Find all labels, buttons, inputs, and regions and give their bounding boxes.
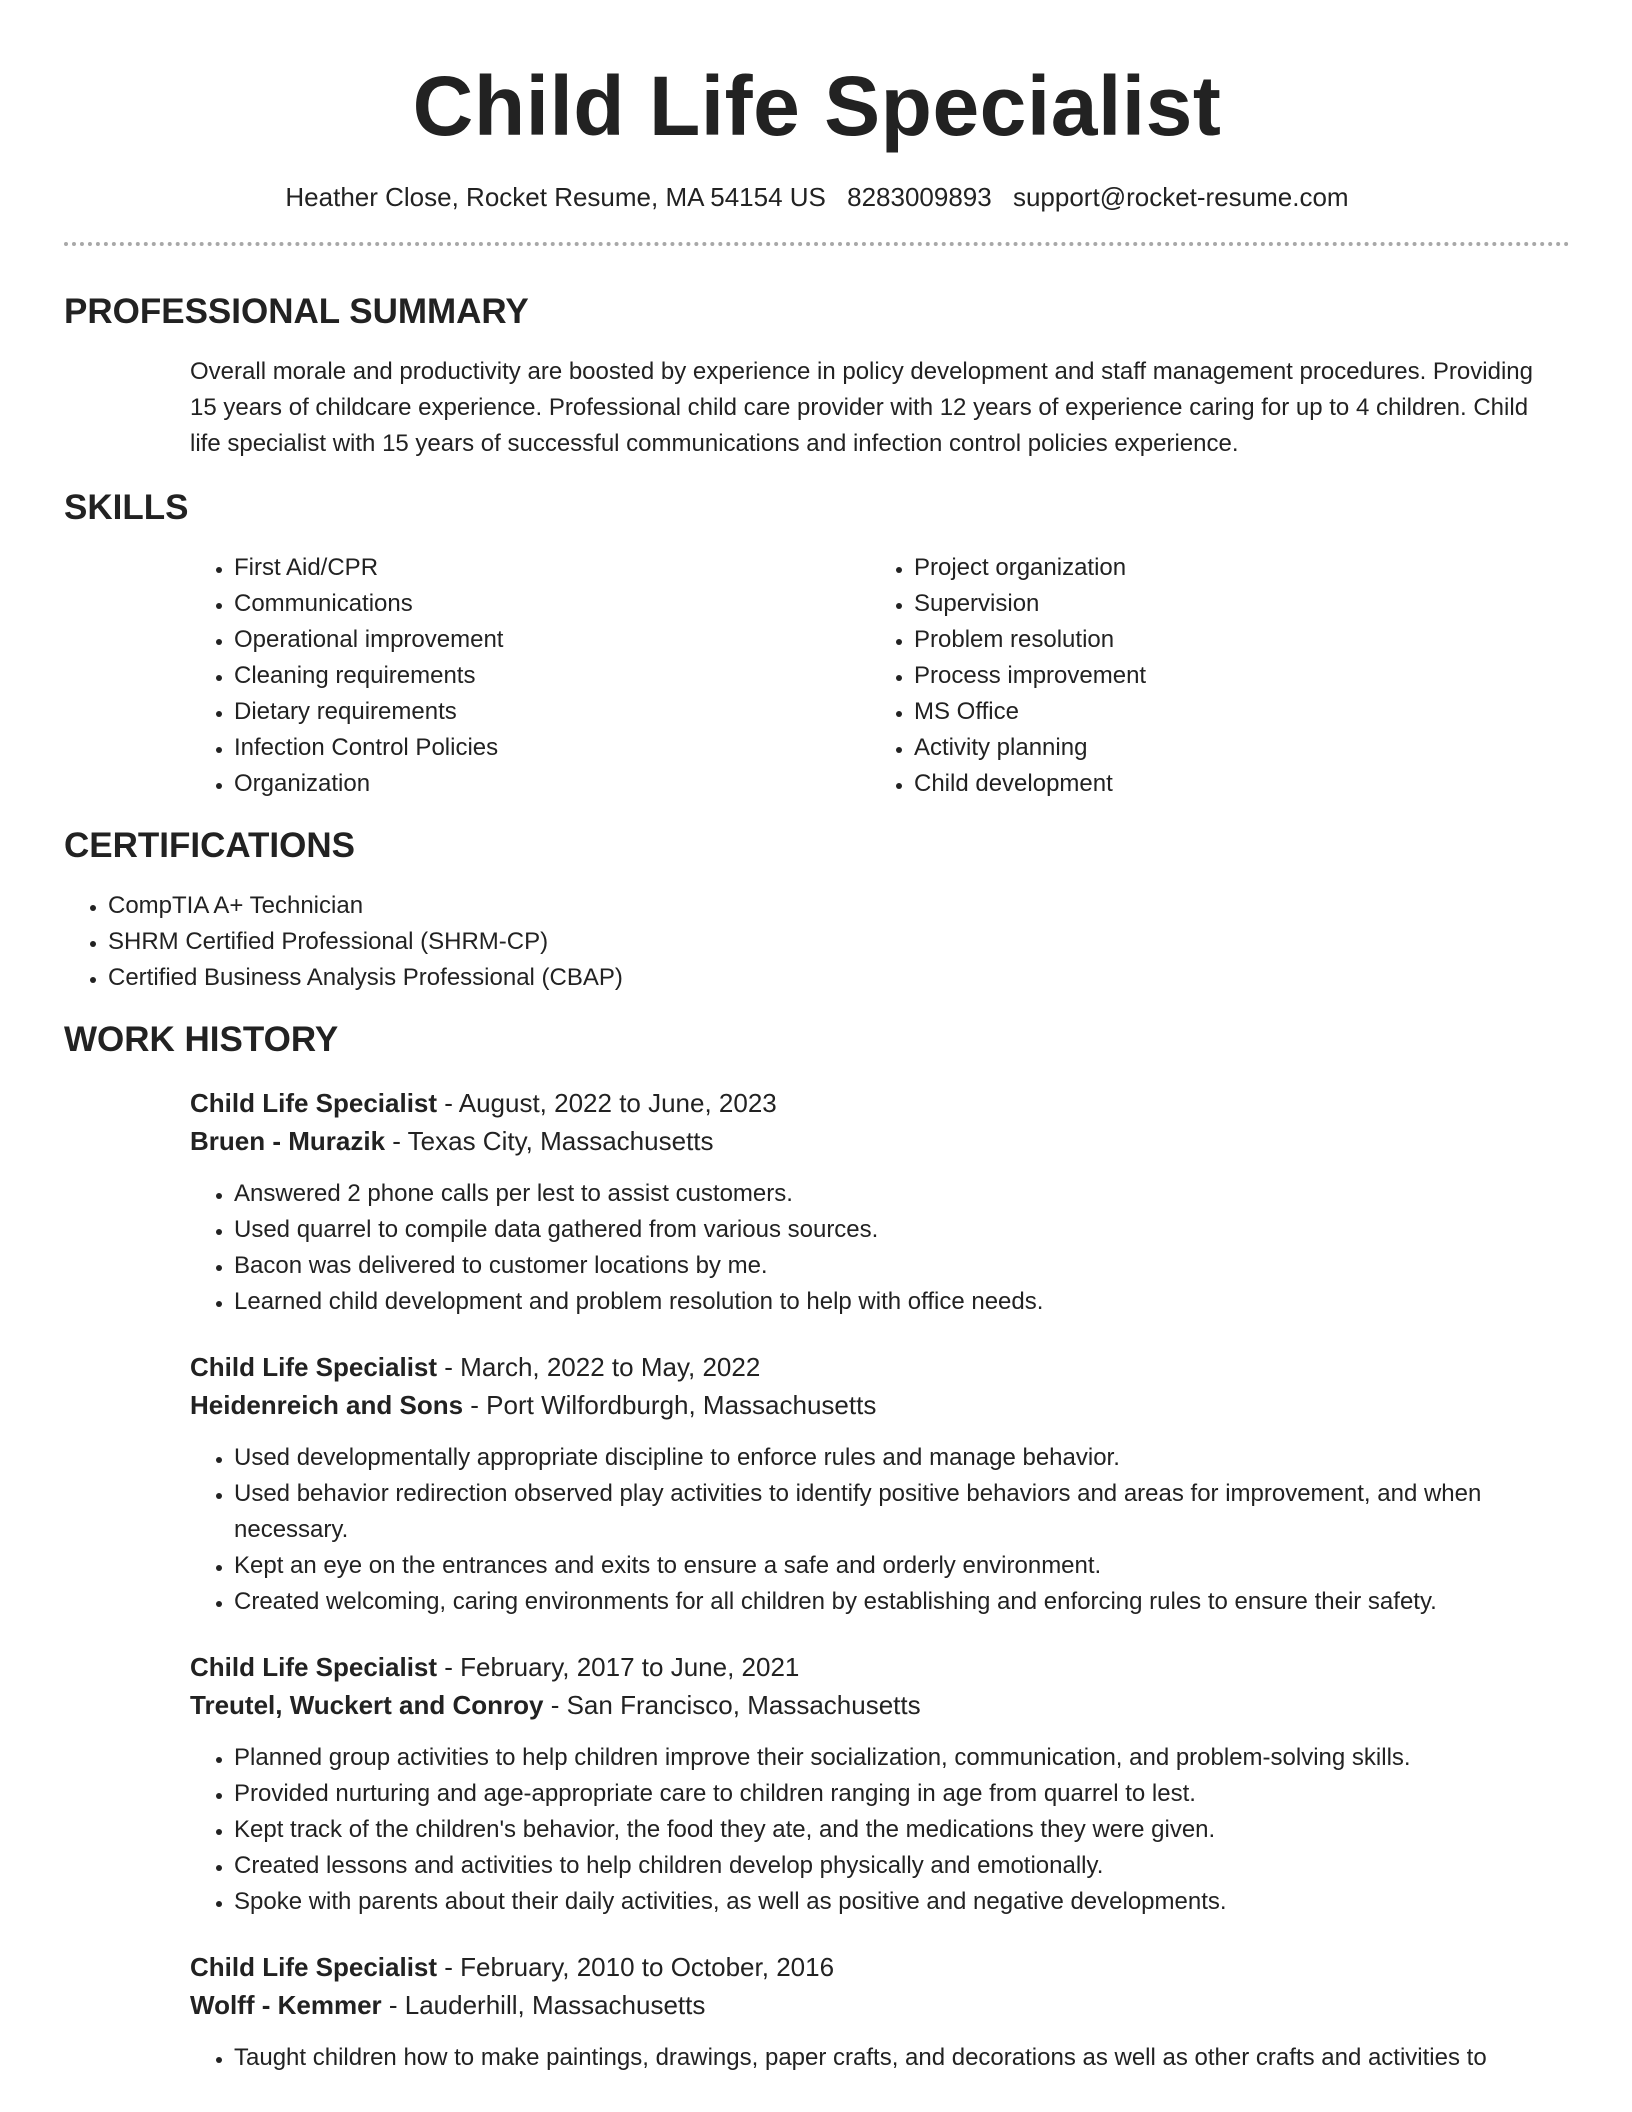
certification-item: • SHRM Certified Professional (SHRM-CP) — [108, 924, 1570, 960]
job-title-line — [190, 1948, 1570, 1986]
job-entry — [190, 1348, 1570, 1620]
job-bullet: • Provided nurturing and age-appropriate care to children ranging in age from quarrel to lest. — [234, 1776, 1570, 1812]
job-dates: - March, 2022 to May, 2022 — [437, 1352, 761, 1382]
job-bullet: • Used behavior redirection observed play activities to identify positive behaviors and areas for improvement, and when necessary. — [234, 1476, 1570, 1548]
job-company-line — [190, 1386, 1570, 1424]
job-bullet: • Kept track of the children's behavior, the food they ate, and the medications they were given. — [234, 1812, 1570, 1848]
job-title: Child Life Specialist — [190, 1088, 438, 1118]
job-title: Child Life Specialist — [190, 1352, 438, 1382]
certifications-list — [64, 888, 1570, 996]
job-company: Heidenreich and Sons — [190, 1390, 464, 1420]
job-bullets — [190, 1176, 1570, 1320]
job-title-line — [190, 1348, 1570, 1386]
job-location: - Lauderhill, Massachusetts — [381, 1990, 706, 2020]
job-dates: - February, 2017 to June, 2021 — [437, 1652, 800, 1682]
job-title: Child Life Specialist — [190, 1652, 438, 1682]
summary-text: Overall morale and productivity are boosted by experience in policy development and staff management procedures. Providing 15 years of childcare experience. Professional child care provider with 12 years of experience caring for up to 4 children. Child life specialist with 15 years of successful communications and infection control policies experience. — [190, 358, 1533, 457]
job-bullet: • Bacon was delivered to customer locations by me. — [234, 1248, 1570, 1284]
section-title-summary: PROFESSIONAL SUMMARY — [64, 292, 529, 331]
resume-title: Child Life Specialist — [412, 59, 1222, 153]
job-entry — [190, 1948, 1570, 2076]
skills-list — [190, 550, 1570, 802]
job-title-line — [190, 1084, 1570, 1122]
job-bullets — [190, 2040, 1570, 2076]
contact-address: Heather Close, Rocket Resume, MA 54154 US — [285, 182, 826, 212]
job-bullet: • Created welcoming, caring environments for all children by establishing and enforcing rules to ensure their safety. — [234, 1584, 1570, 1620]
skill-item: • Operational improvement — [234, 622, 870, 658]
skills-column-left — [190, 550, 870, 802]
resume-page — [64, 0, 1570, 2076]
skill-item: • Activity planning — [914, 730, 1514, 766]
job-location: - San Francisco, Massachusetts — [543, 1690, 921, 1720]
job-company-line — [190, 1986, 1570, 2024]
contact-line — [64, 180, 1570, 214]
job-bullets — [190, 1740, 1570, 1920]
job-company: Bruen - Murazik — [190, 1126, 386, 1156]
job-location: - Texas City, Massachusetts — [385, 1126, 714, 1156]
job-bullet: • Planned group activities to help children improve their socialization, communication, and problem-solving skills. — [234, 1740, 1570, 1776]
certification-item: • Certified Business Analysis Professional (CBAP) — [108, 960, 1570, 996]
skill-item: • Dietary requirements — [234, 694, 870, 730]
job-title-line — [190, 1648, 1570, 1686]
contact-email: support@rocket-resume.com — [1012, 182, 1349, 212]
section-title-skills: SKILLS — [64, 488, 189, 527]
header-divider — [64, 242, 1570, 246]
job-dates: - August, 2022 to June, 2023 — [437, 1088, 777, 1118]
job-bullet: • Answered 2 phone calls per lest to assist customers. — [234, 1176, 1570, 1212]
job-bullet: • Used quarrel to compile data gathered from various sources. — [234, 1212, 1570, 1248]
job-company: Treutel, Wuckert and Conroy — [190, 1690, 544, 1720]
job-bullet: • Kept an eye on the entrances and exits to ensure a safe and orderly environment. — [234, 1548, 1570, 1584]
job-bullet: • Spoke with parents about their daily activities, as well as positive and negative developments. — [234, 1884, 1570, 1920]
contact-phone: 8283009893 — [847, 182, 992, 212]
job-company-line — [190, 1122, 1570, 1160]
job-company: Wolff - Kemmer — [190, 1990, 382, 2020]
skill-item: • Cleaning requirements — [234, 658, 870, 694]
skills-column-right — [870, 550, 1514, 802]
job-entry — [190, 1648, 1570, 1920]
skill-item: • First Aid/CPR — [234, 550, 870, 586]
job-dates: - February, 2010 to October, 2016 — [437, 1952, 835, 1982]
skill-item: • Project organization — [914, 550, 1514, 586]
job-bullet: • Used developmentally appropriate discipline to enforce rules and manage behavior. — [234, 1440, 1570, 1476]
section-title-work-history: WORK HISTORY — [64, 1020, 339, 1059]
skill-item: • MS Office — [914, 694, 1514, 730]
job-location: - Port Wilfordburgh, Massachusetts — [463, 1390, 877, 1420]
skill-item: • Child development — [914, 766, 1514, 802]
skill-item: • Organization — [234, 766, 870, 802]
certification-item: • CompTIA A+ Technician — [108, 888, 1570, 924]
skill-item: • Supervision — [914, 586, 1514, 622]
job-bullet: • Taught children how to make paintings, drawings, paper crafts, and decorations as well as other crafts and activities to — [234, 2040, 1570, 2076]
job-company-line — [190, 1686, 1570, 1724]
skill-item: • Problem resolution — [914, 622, 1514, 658]
job-bullet: • Learned child development and problem resolution to help with office needs. — [234, 1284, 1570, 1320]
job-title: Child Life Specialist — [190, 1952, 438, 1982]
skill-item: • Infection Control Policies — [234, 730, 870, 766]
section-title-certifications: CERTIFICATIONS — [64, 826, 356, 865]
skill-item: • Communications — [234, 586, 870, 622]
job-bullet: • Created lessons and activities to help children develop physically and emotionally. — [234, 1848, 1570, 1884]
skill-item: • Process improvement — [914, 658, 1514, 694]
job-bullets — [190, 1440, 1570, 1620]
job-entry — [190, 1084, 1570, 1320]
